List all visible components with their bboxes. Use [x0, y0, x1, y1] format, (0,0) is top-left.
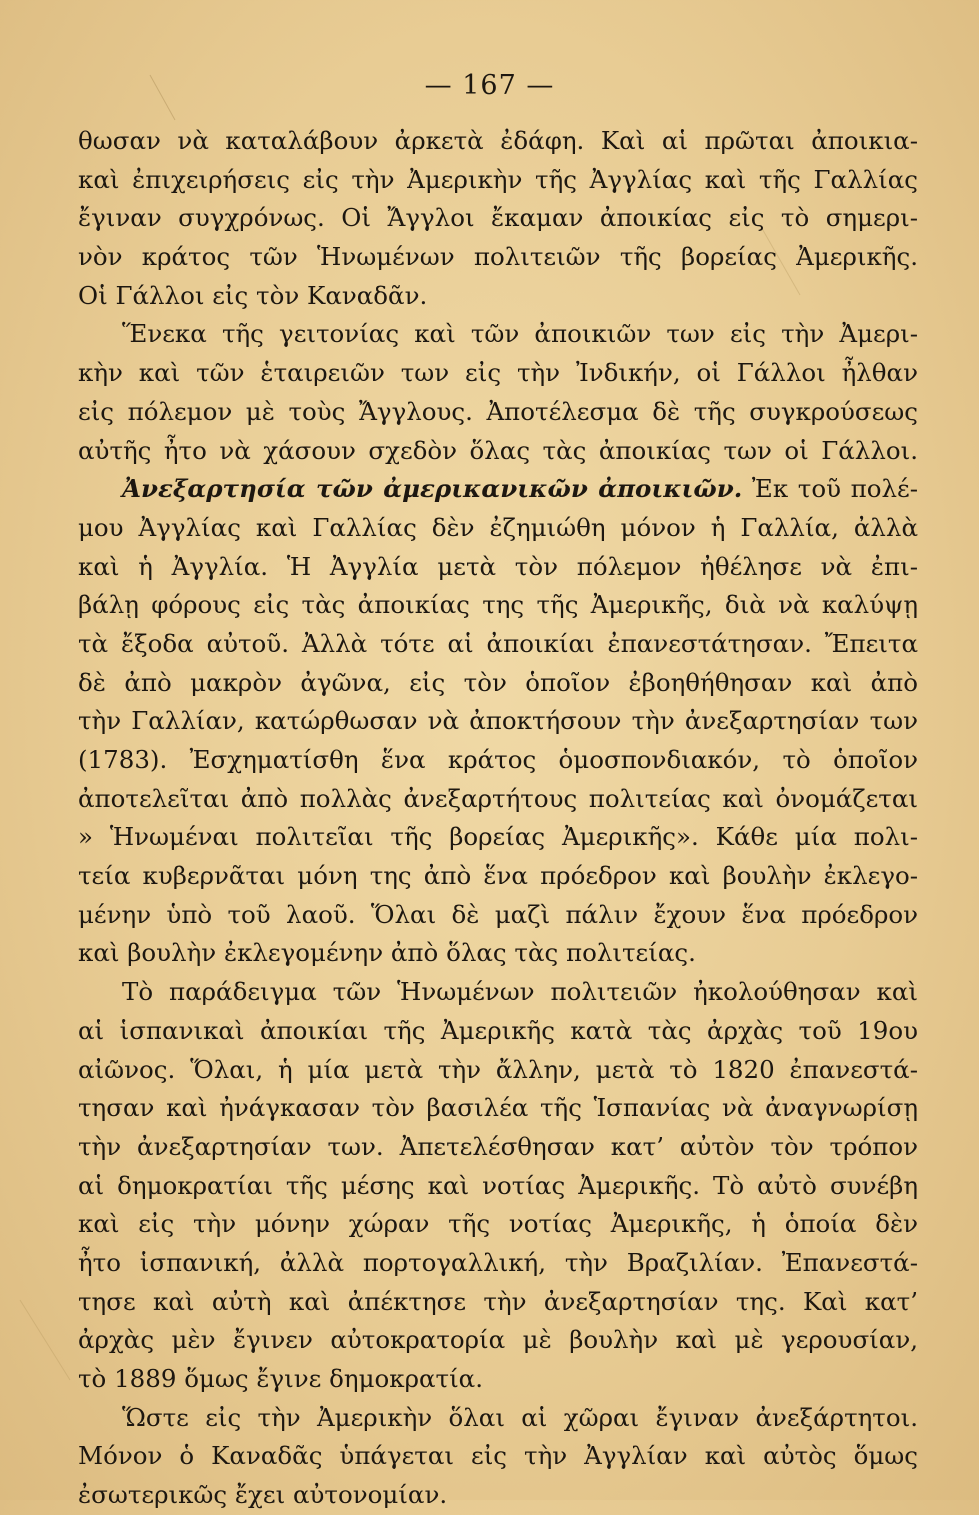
- page-number: — 167 —: [424, 70, 555, 101]
- text-line: τὸ 1889 ὅμως ἔγινε δημοκρατία.: [78, 1364, 484, 1393]
- text-line: τεία κυβερνᾶται μόνη της ἀπὸ ἕνα πρόεδρον καὶ βουλὴν ἐκλεγο-: [78, 861, 918, 891]
- text-line: ἦτο ἱσπανική, ἀλλὰ πορτογαλλική, τὴν Βραζιλίαν. Ἐπανεστά-: [78, 1247, 918, 1277]
- section-heading-line: [78, 470, 918, 509]
- text-line: Μόνον ὁ Καναδᾶς ὑπάγεται εἰς τὴν Ἀγγλίαν καὶ αὐτὸς ὅμως: [78, 1441, 918, 1471]
- text-line: βάλῃ φόρους εἰς τὰς ἀποικίας της τῆς Ἀμερικῆς, διὰ νὰ καλύψῃ: [78, 590, 918, 620]
- text-line: μου Ἀγγλίας καὶ Γαλλίας δὲν ἐζημιώθη μόνον ἡ Γαλλία, ἀλλὰ: [78, 512, 918, 542]
- text-line: τὴν Γαλλίαν, κατώρθωσαν νὰ ἀποκτήσουν τὴν ἀνεξαρτησίαν των: [78, 706, 918, 736]
- text-line: δὲ ἀπὸ μακρὸν ἀγῶνα, εἰς τὸν ὁποῖον ἐβοηθήθησαν καὶ ἀπὸ: [78, 667, 918, 697]
- text-line: εἰς πόλεμον μὲ τοὺς Ἄγγλους. Ἀποτέλεσμα δὲ τῆς συγκρούσεως: [78, 396, 918, 426]
- text-line: τησε καὶ αὐτὴ καὶ ἀπέκτησε τὴν ἀνεξαρτησίαν της. Καὶ κατ’: [78, 1286, 918, 1316]
- text-line: κὴν καὶ τῶν ἑταιρειῶν των εἰς τὴν Ἰνδικήν, οἱ Γάλλοι ἦλθαν: [78, 358, 918, 388]
- text-line: αἱ δημοκρατίαι τῆς μέσης καὶ νοτίας Ἀμερικῆς. Τὸ αὐτὸ συνέβη: [78, 1170, 918, 1200]
- text-line: μένην ὑπὸ τοῦ λαοῦ. Ὅλαι δὲ μαζὶ πάλιν ἔχουν ἕνα πρόεδρον: [78, 899, 918, 929]
- text-line: καὶ εἰς τὴν μόνην χώραν τῆς νοτίας Ἀμερικῆς, ἡ ὁποία δὲν: [78, 1209, 918, 1239]
- text-line: αἱ ἱσπανικαὶ ἀποικίαι τῆς Ἀμερικῆς κατὰ τὰς ἀρχὰς τοῦ 19ου: [78, 1015, 918, 1045]
- text-line: » Ἡνωμέναι πολιτεῖαι τῆς βορείας Ἀμερικῆς». Κάθε μία πολι-: [78, 822, 918, 852]
- text-line: ἀποτελεῖται ἀπὸ πολλὰς ἀνεξαρτήτους πολιτείας καὶ ὀνομάζεται: [78, 783, 918, 813]
- body-text: [78, 122, 918, 1515]
- text-line: καὶ ἐπιχειρήσεις εἰς τὴν Ἀμερικὴν τῆς Ἀγγλίας καὶ τῆς Γαλλίας: [78, 164, 918, 194]
- text-line: Τὸ παράδειγμα τῶν Ἡνωμένων πολιτειῶν ἠκολούθησαν καὶ: [122, 977, 918, 1007]
- section-heading: Ἀνεξαρτησία τῶν ἀμερικανικῶν ἀποικιῶν.: [122, 474, 743, 504]
- heading-line-text: Ἐκ τοῦ πολέ-: [742, 474, 918, 504]
- text-line: Οἱ Γάλλοι εἰς τὸν Καναδᾶν.: [78, 280, 428, 310]
- text-line: θωσαν νὰ καταλάβουν ἀρκετὰ ἐδάφη. Καὶ αἱ πρῶται ἀποικια-: [78, 126, 918, 155]
- text-line: ἀρχὰς μὲν ἔγινεν αὐτοκρατορία μὲ βουλὴν καὶ μὲ γερουσίαν,: [78, 1325, 918, 1355]
- text-line: αὐτῆς ἦτο νὰ χάσουν σχεδὸν ὅλας τὰς ἀποικίας των οἱ Γάλλοι.: [78, 435, 918, 465]
- text-line: τὴν ἀνεξαρτησίαν των. Ἀπετελέσθησαν κατ’ αὐτὸν τὸν τρόπον: [78, 1131, 918, 1161]
- text-line: καὶ βουλὴν ἐκλεγομένην ἀπὸ ὅλας τὰς πολιτείας.: [78, 938, 696, 968]
- text-line: Ὥστε εἰς τὴν Ἀμερικὴν ὅλαι αἱ χῶραι ἔγιναν ἀνεξάρτητοι.: [122, 1402, 918, 1432]
- text-line: ἐσωτερικῶς ἔχει αὐτονομίαν.: [78, 1480, 448, 1510]
- text-line: καὶ ἡ Ἀγγλία. Ἡ Ἀγγλία μετὰ τὸν πόλεμον ἠθέλησε νὰ ἐπι-: [78, 551, 918, 581]
- text-line: νὸν κράτος τῶν Ἡνωμένων πολιτειῶν τῆς βορείας Ἀμερικῆς.: [78, 242, 918, 272]
- text-line: αἰῶνος. Ὅλαι, ἡ μία μετὰ τὴν ἄλλην, μετὰ τὸ 1820 ἐπανεστά-: [78, 1054, 918, 1084]
- text-line: Ἕνεκα τῆς γειτονίας καὶ τῶν ἀποικιῶν των εἰς τὴν Ἀμερι-: [122, 319, 918, 349]
- text-line: (1783). Ἐσχηματίσθη ἕνα κράτος ὁμοσπονδιακόν, τὸ ὁποῖον: [78, 745, 918, 774]
- text-line: ἔγιναν συγχρόνως. Οἱ Ἄγγλοι ἔκαμαν ἀποικίας εἰς τὸ σημερι-: [78, 203, 918, 233]
- text-line: τὰ ἔξοδα αὐτοῦ. Ἀλλὰ τότε αἱ ἀποικίαι ἐπανεστάτησαν. Ἔπειτα: [78, 628, 918, 658]
- text-line: τησαν καὶ ἠνάγκασαν τὸν βασιλέα τῆς Ἱσπανίας νὰ ἀναγνωρίσῃ: [78, 1093, 918, 1123]
